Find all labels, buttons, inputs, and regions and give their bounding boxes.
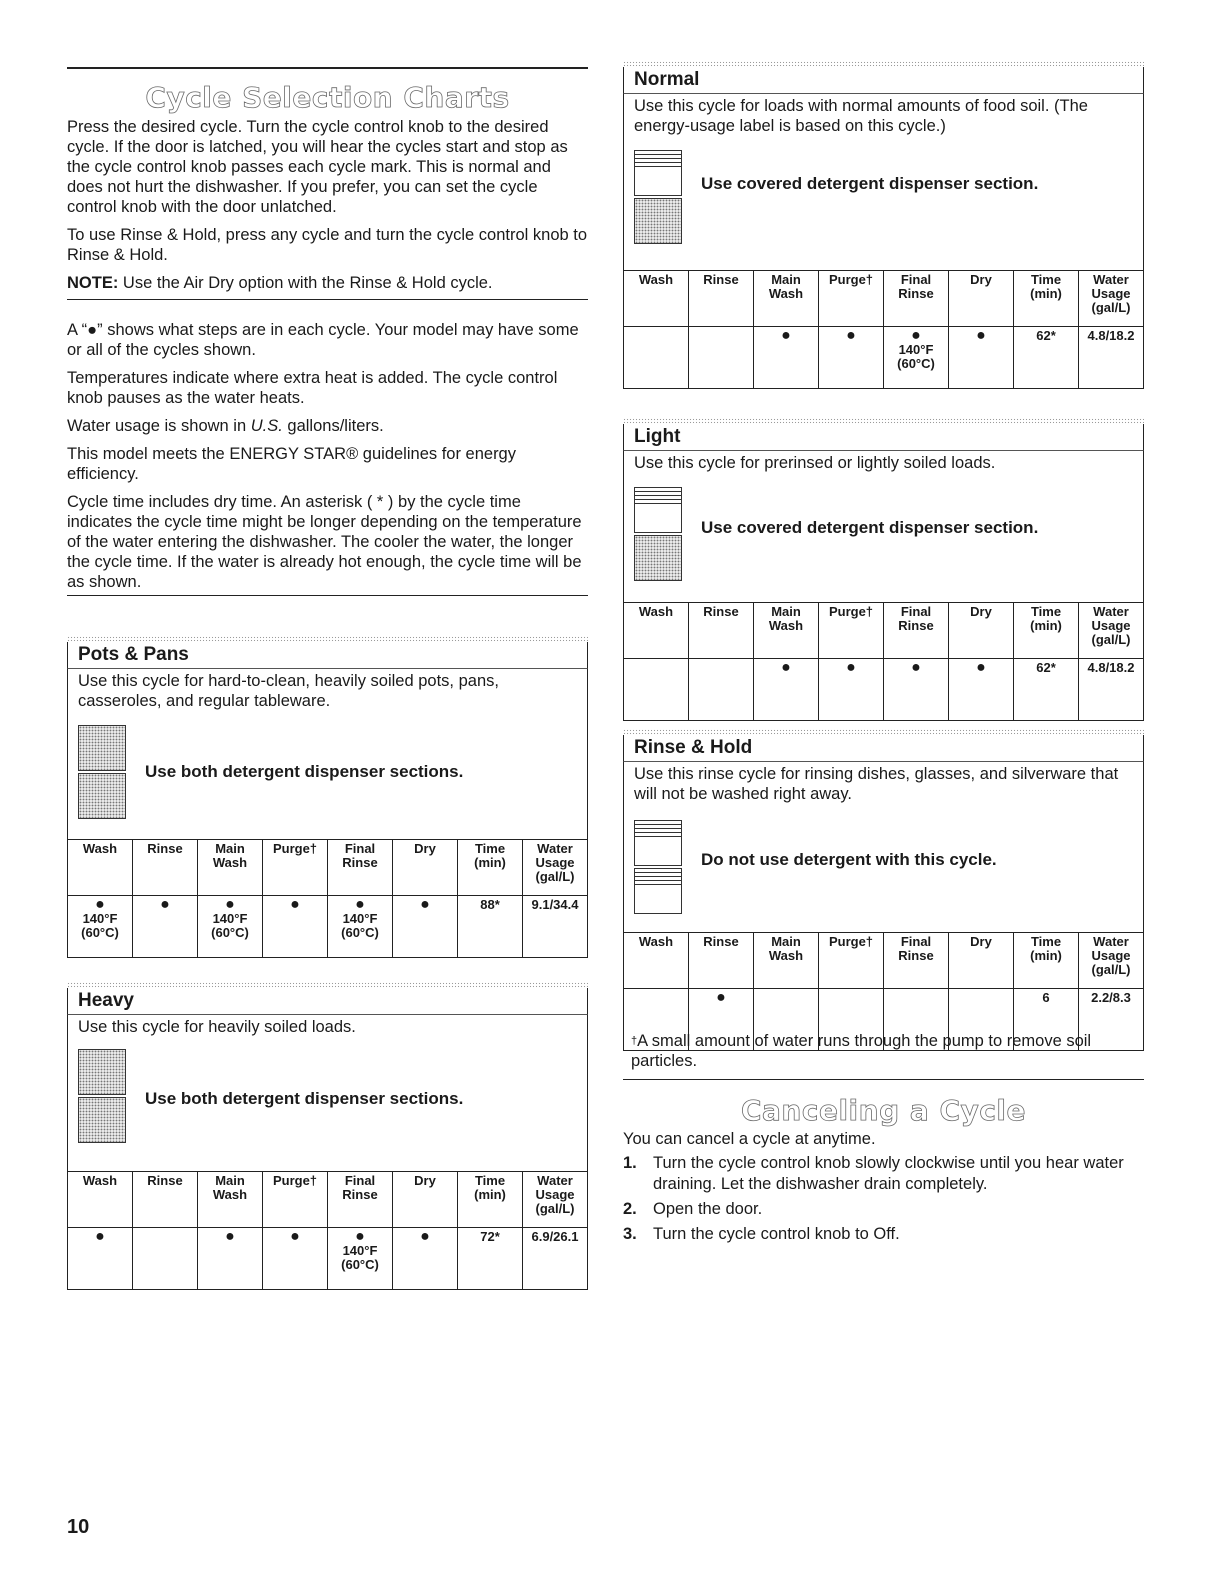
header-rinse: Rinse (689, 271, 754, 327)
covered-cup-icon (634, 820, 682, 866)
divider (67, 595, 588, 596)
cell-time: 6 (1014, 989, 1079, 1051)
cell-main-wash: ● (198, 1228, 263, 1290)
divider (67, 299, 588, 300)
header-water: Water Usage (gal/L) (1079, 603, 1144, 659)
dispenser-icon (78, 725, 128, 821)
header-water: Water Usage (gal/L) (1079, 933, 1144, 989)
header-rinse: Rinse (133, 840, 198, 896)
header-wash: Wash (624, 603, 689, 659)
detergent-row (634, 804, 1133, 932)
table-header-row (624, 603, 1144, 659)
cell-main-wash: ● 140°F (60°C) (198, 896, 263, 958)
cell-final-rinse: ● 140°F (60°C) (328, 896, 393, 958)
footnote (623, 1031, 1144, 1071)
prewash-cup-icon (634, 535, 682, 581)
cycle-table (623, 602, 1144, 721)
water-usage-text-end: gallons/liters. (282, 417, 384, 435)
cell-dry: ● (949, 659, 1014, 721)
cycle-rinse-hold (623, 729, 1144, 1051)
intro-paragraph: Press the desired cycle. Turn the cycle control knob to the desired cycle. If the door is latched, you will hear the cycles start and stop as the cycle control knob passes each cycle mark. This is normal and does not hurt the dishwasher. If you prefer, you can set the cycle control knob with the door unlatched. (67, 118, 568, 216)
cycle-body (67, 668, 588, 839)
prewash-cup-icon (78, 773, 126, 819)
main-cup-icon (78, 725, 126, 771)
cell-final-rinse: ● (884, 659, 949, 721)
header-time: Time (min) (458, 840, 523, 896)
header-purge: Purge† (819, 603, 884, 659)
header-final-rinse: Final Rinse (328, 840, 393, 896)
water-usage-paragraph (67, 416, 588, 436)
header-purge: Purge† (819, 271, 884, 327)
detergent-row (78, 1037, 577, 1171)
main-cup-icon (78, 1049, 126, 1095)
cancel-intro: You can cancel a cycle at anytime. (623, 1130, 876, 1148)
info-paragraph: Cycle time includes dry time. An asterisk ( * ) by the cycle time indicates the cycle time might be longer depending on the temperature of the water entering the dishwasher. The cooler the water, the longer the cycle time. If the water is already hot enough, the cycle time will be as shown. (67, 493, 582, 591)
cancel-title: Canceling a Cycle (740, 1094, 1026, 1127)
covered-cup-icon (634, 150, 682, 196)
cycle-body (67, 1014, 588, 1171)
divider (623, 1079, 1144, 1080)
header-dry: Dry (949, 603, 1014, 659)
detergent-instruction: Use both detergent dispenser sections. (145, 762, 464, 781)
header-time: Time (min) (458, 1172, 523, 1228)
cell-dry: ● (393, 1228, 458, 1290)
detergent-row (634, 473, 1133, 602)
cell-purge: ● (819, 659, 884, 721)
cycle-name: Light (623, 424, 1144, 450)
detergent-instruction: Use covered detergent dispenser section. (701, 518, 1039, 537)
table-row (68, 896, 588, 958)
header-final-rinse: Final Rinse (328, 1172, 393, 1228)
header-dry: Dry (393, 1172, 458, 1228)
header-main-wash: Main Wash (754, 271, 819, 327)
cell-time: 72* (458, 1228, 523, 1290)
header-wash: Wash (624, 271, 689, 327)
header-time: Time (min) (1014, 603, 1079, 659)
cell-final-rinse: ● 140°F (60°C) (328, 1228, 393, 1290)
header-rinse: Rinse (689, 933, 754, 989)
table-row (624, 659, 1144, 721)
header-purge: Purge† (819, 933, 884, 989)
cell-main-wash: ● (754, 327, 819, 389)
cell-time: 62* (1014, 659, 1079, 721)
cell-water: 6.9/26.1 (523, 1228, 588, 1290)
cycle-table (623, 270, 1144, 389)
header-water: Water Usage (gal/L) (523, 1172, 588, 1228)
cell-water: 9.1/34.4 (523, 896, 588, 958)
table-header-row (68, 840, 588, 896)
cycle-name: Pots & Pans (67, 642, 588, 668)
detergent-instruction: Use covered detergent dispenser section. (701, 174, 1039, 193)
cycle-table (67, 1171, 588, 1290)
table-row (624, 327, 1144, 389)
info-text (67, 320, 588, 592)
header-purge: Purge† (263, 840, 328, 896)
cell-time: 62* (1014, 327, 1079, 389)
note-label: NOTE: (67, 274, 119, 292)
section-title: Cycle Selection Charts (145, 81, 510, 114)
cell-water: 4.8/18.2 (1079, 659, 1144, 721)
dispenser-icon (78, 1049, 128, 1145)
page-number: 10 (67, 1516, 90, 1538)
header-water: Water Usage (gal/L) (1079, 271, 1144, 327)
cycle-body (623, 450, 1144, 602)
cell-rinse (133, 1228, 198, 1290)
header-water: Water Usage (gal/L) (523, 840, 588, 896)
prewash-cup-icon (634, 198, 682, 244)
note-paragraph (67, 273, 588, 293)
table-row (68, 1228, 588, 1290)
header-rinse: Rinse (689, 603, 754, 659)
cell-dry: ● (949, 327, 1014, 389)
dispenser-icon (634, 820, 684, 916)
header-rinse: Rinse (133, 1172, 198, 1228)
header-dry: Dry (393, 840, 458, 896)
water-usage-units: U.S. (250, 417, 283, 435)
cell-purge: ● (263, 896, 328, 958)
info-paragraph: This model meets the ENERGY STAR® guidelines for energy efficiency. (67, 445, 516, 483)
cell-rinse (689, 659, 754, 721)
cycle-body (623, 761, 1144, 932)
cycle-description: Use this cycle for hard-to-clean, heavily soiled pots, pans, casseroles, and regular tableware. (78, 672, 499, 710)
header-time: Time (min) (1014, 271, 1079, 327)
footnote-mark: † (631, 1035, 638, 1047)
header-main-wash: Main Wash (754, 603, 819, 659)
cell-wash: ● (68, 1228, 133, 1290)
cell-wash (624, 327, 689, 389)
cancel-steps (623, 1153, 1144, 1245)
cell-main-wash: ● (754, 659, 819, 721)
cycle-name: Heavy (67, 988, 588, 1014)
table-header-row (624, 271, 1144, 327)
covered-cup-icon (634, 487, 682, 533)
header-wash: Wash (624, 933, 689, 989)
cycle-description: Use this cycle for prerinsed or lightly soiled loads. (634, 454, 996, 472)
top-rule (67, 67, 588, 69)
note-text: Use the Air Dry option with the Rinse & Hold cycle. (118, 274, 493, 292)
list-item: 2. Open the door. (623, 1200, 763, 1218)
header-main-wash: Main Wash (754, 933, 819, 989)
cell-dry: ● (393, 896, 458, 958)
header-main-wash: Main Wash (198, 840, 263, 896)
cell-purge: ● (819, 327, 884, 389)
header-main-wash: Main Wash (198, 1172, 263, 1228)
intro-paragraph: To use Rinse & Hold, press any cycle and turn the cycle control knob to Rinse & Hold. (67, 226, 588, 264)
header-wash: Wash (68, 1172, 133, 1228)
table-header-row (624, 933, 1144, 989)
header-final-rinse: Final Rinse (884, 271, 949, 327)
cycle-description: Use this cycle for heavily soiled loads. (78, 1018, 356, 1036)
cell-wash (624, 659, 689, 721)
intro-text (67, 117, 588, 293)
dispenser-icon (634, 150, 684, 246)
cell-time: 88* (458, 896, 523, 958)
cycle-normal (623, 61, 1144, 389)
cell-water: 4.8/18.2 (1079, 327, 1144, 389)
cycle-light (623, 418, 1144, 721)
header-purge: Purge† (263, 1172, 328, 1228)
cycle-heavy (67, 982, 588, 1290)
header-final-rinse: Final Rinse (884, 603, 949, 659)
cell-wash: ● 140°F (60°C) (68, 896, 133, 958)
dispenser-icon (634, 487, 684, 583)
cycle-name: Rinse & Hold (623, 735, 1144, 761)
cycle-description: Use this rinse cycle for rinsing dishes, glasses, and silverware that will not be washed right away. (634, 765, 1119, 803)
list-item: 1. Turn the cycle control knob slowly clockwise until you hear water draining. Let the dishwasher drain completely. (623, 1154, 1124, 1193)
info-paragraph: Temperatures indicate where extra heat is added. The cycle control knob pauses as the water heats. (67, 369, 558, 407)
prewash-cup-icon (634, 868, 682, 914)
cell-water: 2.2/8.3 (1079, 989, 1144, 1051)
table-header-row (68, 1172, 588, 1228)
footnote-text: A small amount of water runs through the pump to remove soil particles. (631, 1032, 1092, 1070)
info-paragraph: A “●” shows what steps are in each cycle. Your model may have some or all of the cycles shown. (67, 321, 579, 359)
cycle-table (67, 839, 588, 958)
cycle-body (623, 93, 1144, 270)
cycle-description: Use this cycle for loads with normal amounts of food soil. (The energy-usage label is based on this cycle.) (634, 97, 1088, 135)
cell-purge: ● (263, 1228, 328, 1290)
cycle-name: Normal (623, 67, 1144, 93)
header-dry: Dry (949, 271, 1014, 327)
header-dry: Dry (949, 933, 1014, 989)
detergent-instruction: Do not use detergent with this cycle. (701, 850, 997, 869)
detergent-instruction: Use both detergent dispenser sections. (145, 1089, 464, 1108)
prewash-cup-icon (78, 1097, 126, 1143)
cell-rinse: ● (133, 896, 198, 958)
header-wash: Wash (68, 840, 133, 896)
cell-final-rinse: ● 140°F (60°C) (884, 327, 949, 389)
list-item: 3. Turn the cycle control knob to Off. (623, 1225, 900, 1243)
header-final-rinse: Final Rinse (884, 933, 949, 989)
cell-rinse (689, 327, 754, 389)
detergent-row (78, 711, 577, 839)
header-time: Time (min) (1014, 933, 1079, 989)
cancel-section (623, 1129, 1144, 1249)
cell-rinse: ● (689, 989, 754, 1051)
detergent-row (634, 136, 1133, 270)
water-usage-text: Water usage is shown in (67, 417, 251, 435)
cycle-pots-pans (67, 636, 588, 958)
